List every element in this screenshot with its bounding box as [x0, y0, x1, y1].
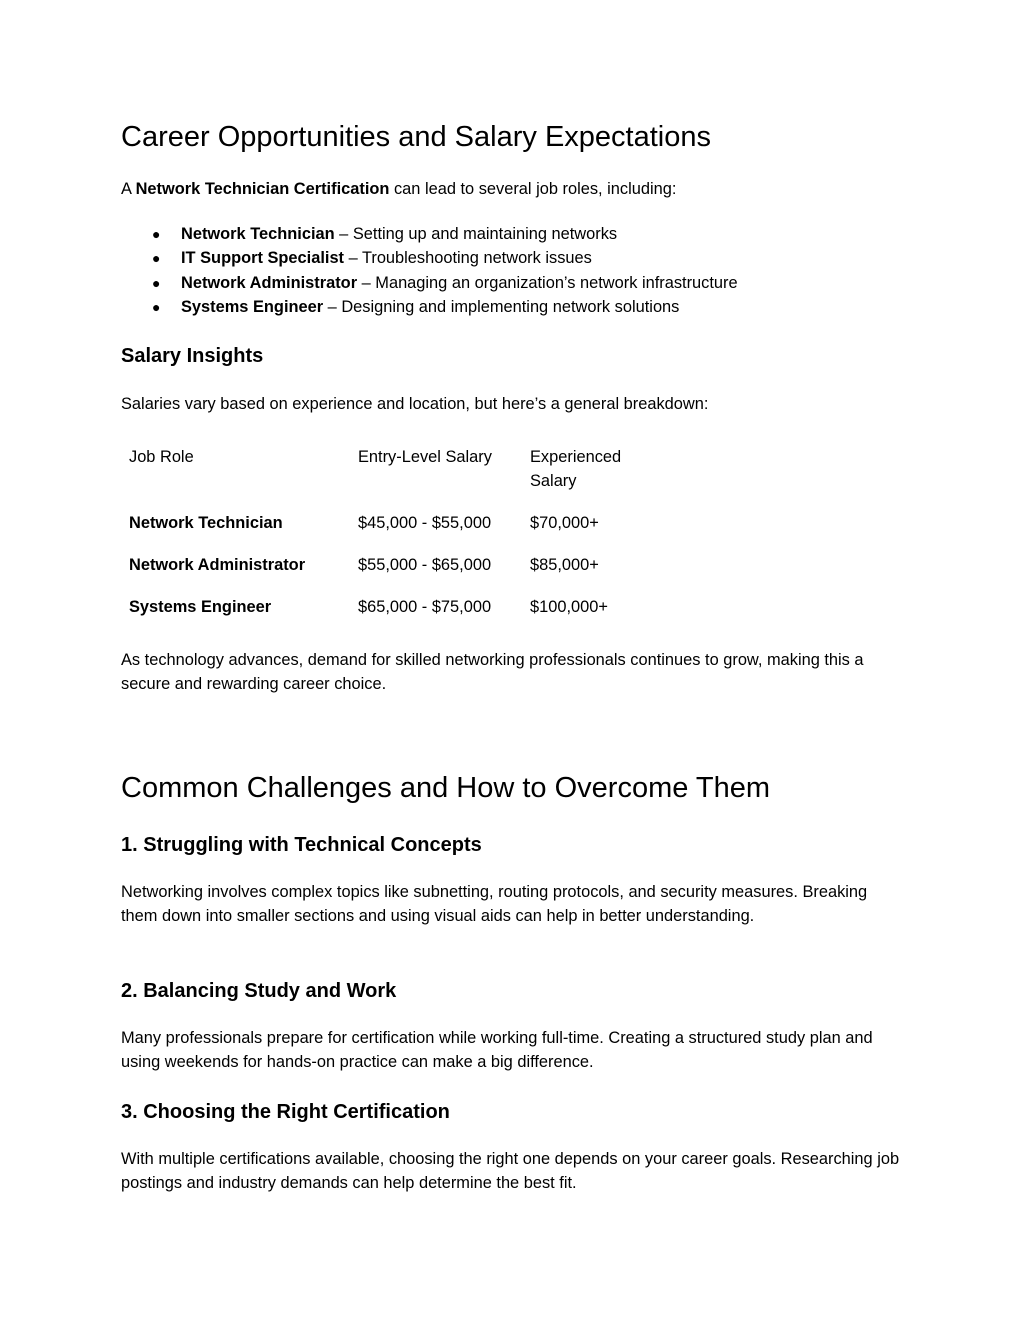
list-item — [121, 246, 738, 270]
table-cell-role: Network Administrator — [129, 556, 306, 574]
role-description: – Designing and implementing network solutions — [323, 298, 680, 317]
header-cell-experienced-salary: Experienced Salary — [530, 448, 622, 491]
table-cell-entry: $65,000 - $75,000 — [358, 598, 492, 616]
header-cell-job-role: Job Role — [129, 448, 194, 466]
role-description: – Troubleshooting network issues — [344, 249, 592, 268]
challenge-heading: 2. Balancing Study and Work — [121, 980, 397, 1002]
table-cell-experienced: $70,000+ — [530, 514, 599, 532]
salary-intro: Salaries vary based on experience and location, but here’s a general breakdown: — [121, 395, 709, 413]
list-item — [121, 271, 738, 295]
challenge-body: Many professionals prepare for certification while working full-time. Creating a structured study plan and using weekends for hands-on practice can make a big difference. — [121, 1029, 873, 1072]
bullet-icon: ● — [152, 226, 161, 242]
bullet-icon: ● — [152, 274, 161, 291]
role-description: – Managing an organization’s network infrastructure — [357, 273, 738, 292]
table-cell-role: Network Technician — [129, 514, 283, 532]
bullet-icon: ● — [152, 250, 161, 267]
section-heading-challenges: Common Challenges and How to Overcome Them — [121, 772, 771, 804]
table-cell-experienced: $100,000+ — [530, 598, 608, 616]
salary-heading: Salary Insights — [121, 345, 264, 367]
list-item — [121, 222, 738, 246]
intro-text-start: A — [121, 180, 136, 198]
intro-text-end: can lead to several job roles, including: — [389, 180, 677, 198]
header-cell-entry-salary: Entry-Level Salary — [358, 448, 492, 466]
role-title: Network Administrator — [181, 273, 358, 292]
challenge-heading: 1. Struggling with Technical Concepts — [121, 834, 482, 856]
role-title: Network Technician — [181, 225, 335, 243]
bullet-icon: ● — [152, 299, 161, 316]
table-row — [121, 511, 660, 553]
role-description: – Setting up and maintaining networks — [334, 225, 618, 243]
table-header-row — [121, 445, 660, 511]
table-cell-entry: $45,000 - $55,000 — [358, 514, 492, 532]
challenge-heading: 3. Choosing the Right Certification — [121, 1101, 450, 1123]
table-cell-experienced: $85,000+ — [530, 556, 599, 574]
salary-outro: As technology advances, demand for skilled networking professionals continues to grow, making this a secure and rewarding career choice. — [121, 651, 864, 694]
job-roles-list — [121, 222, 738, 320]
challenge-body: Networking involves complex topics like subnetting, routing protocols, and security measures. Breaking them down into smaller sections and using visual aids can help in better understanding. — [121, 883, 868, 926]
table-cell-entry: $55,000 - $65,000 — [358, 556, 492, 574]
role-title: IT Support Specialist — [181, 249, 345, 268]
list-item — [121, 295, 738, 319]
table-row — [121, 595, 660, 637]
salary-table — [121, 445, 660, 637]
intro-text-bold: Network Technician Certification — [135, 180, 390, 198]
table-cell-role: Systems Engineer — [129, 598, 272, 616]
section-heading-career: Career Opportunities and Salary Expectations — [121, 121, 711, 153]
table-row — [121, 553, 660, 595]
challenge-body: With multiple certifications available, choosing the right one depends on your career goals. Researching job postings and industry demands can help determine the best fit. — [121, 1150, 900, 1193]
role-title: Systems Engineer — [181, 298, 324, 317]
intro-paragraph — [121, 177, 676, 201]
